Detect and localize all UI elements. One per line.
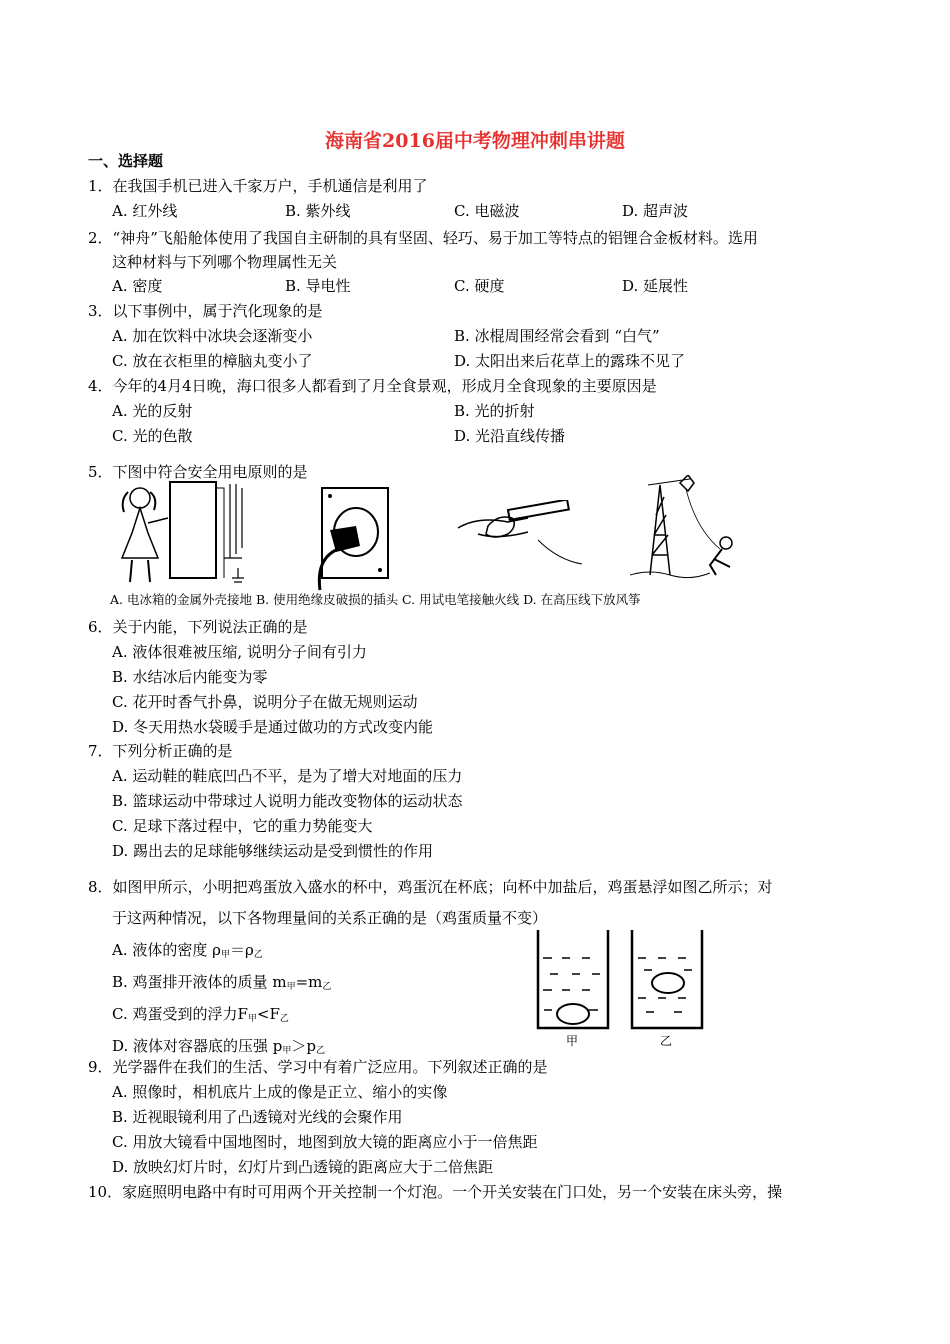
q8-a-sub1: 甲 [220, 950, 230, 960]
question-8-stem-line2: 于这两种情况，以下各物理量间的关系正确的是（鸡蛋质量不变） [112, 909, 548, 927]
page-title: 海南省2016届中考物理冲刺串讲题 [325, 130, 625, 152]
q8-option-a [112, 940, 263, 965]
q2-option-a: A. 密度 [112, 277, 163, 295]
damaged-plug-illustration [300, 482, 400, 592]
q8-c-sub1: 甲 [247, 1014, 257, 1024]
q1-option-b: B. 紫外线 [285, 202, 351, 220]
egg-beakers-figure [528, 928, 718, 1048]
q6-option-c: C. 花开时香气扑鼻，说明分子在做无规则运动 [112, 693, 418, 711]
question-9-stem: 9．光学器件在我们的生活、学习中有着广泛应用。下列叙述正确的是 [88, 1058, 548, 1076]
question-6-stem: 6．关于内能，下列说法正确的是 [88, 618, 308, 636]
q8-d-sub2: 乙 [316, 1046, 326, 1056]
q1-option-a: A. 红外线 [112, 202, 178, 220]
q7-option-c: C. 足球下落过程中，它的重力势能变大 [112, 817, 373, 835]
question-1-stem: 1．在我国手机已进入千家万户，手机通信是利用了 [88, 177, 428, 195]
q8-option-c [112, 1004, 289, 1029]
q3-option-c: C. 放在衣柜里的樟脑丸变小了 [112, 352, 313, 370]
kite-near-powerline-illustration [630, 475, 750, 585]
q7-option-b: B. 篮球运动中带球过人说明力能改变物体的运动状态 [112, 792, 463, 810]
q6-option-b: B. 水结冰后内能变为零 [112, 668, 268, 686]
q6-option-a: A. 液体很难被压缩, 说明分子间有引力 [112, 643, 367, 661]
beaker-label-yi: 乙 [660, 1034, 673, 1048]
q9-option-d: D. 放映幻灯片时，幻灯片到凸透镜的距离应大于二倍焦距 [112, 1158, 494, 1176]
q4-option-c: C. 光的色散 [112, 427, 193, 445]
q3-option-a: A. 加在饮料中冰块会逐渐变小 [112, 327, 313, 345]
q8-c-mid: <F [256, 1005, 280, 1023]
question-10-stem: 10．家庭照明电路中有时可用两个开关控制一个灯泡。一个开关安装在门口处，另一个安装在床头旁，操 [88, 1183, 783, 1201]
q8-c-sub2: 乙 [279, 1014, 289, 1024]
q8-d-mid: ＞p [291, 1037, 317, 1055]
q2-option-b: B. 导电性 [285, 277, 351, 295]
q7-option-a: A. 运动鞋的鞋底凹凸不平，是为了增大对地面的压力 [112, 767, 463, 785]
beaker-label-jia: 甲 [566, 1034, 579, 1048]
q8-b-sub1: 甲 [286, 982, 296, 992]
q2-option-c: C. 硬度 [454, 277, 505, 295]
test-pen-illustration [448, 500, 588, 570]
q6-option-d: D. 冬天用热水袋暖手是通过做功的方式改变内能 [112, 718, 434, 736]
q4-option-a: A. 光的反射 [112, 402, 193, 420]
q7-option-d: D. 踢出去的足球能够继续运动是受到惯性的作用 [112, 842, 434, 860]
question-7-stem: 7．下列分析正确的是 [88, 742, 233, 760]
q8-d-sub1: 甲 [282, 1046, 292, 1056]
q4-option-b: B. 光的折射 [454, 402, 535, 420]
q9-option-c: C. 用放大镜看中国地图时，地图到放大镜的距离应小于一倍焦距 [112, 1133, 538, 1151]
q3-option-b: B. 冰棍周围经常会看到 “白气” [454, 327, 660, 345]
q8-a-mid: ＝ρ [229, 941, 254, 959]
fridge-grounded-illustration [112, 478, 262, 588]
q8-a-text: A. 液体的密度 ρ [112, 941, 221, 959]
question-3-stem: 3．以下事例中，属于汽化现象的是 [88, 302, 323, 320]
question-4-stem: 4．今年的4月4日晚，海口很多人都看到了月全食景观，形成月全食现象的主要原因是 [88, 377, 657, 395]
q1-option-c: C. 电磁波 [454, 202, 520, 220]
q2-option-d: D. 延展性 [622, 277, 689, 295]
q8-option-b [112, 972, 331, 997]
q8-c-text: C. 鸡蛋受到的浮力F [112, 1005, 248, 1023]
q8-a-sub2: 乙 [253, 950, 263, 960]
section-heading: 一、选择题 [88, 152, 164, 170]
q8-b-mid: =m [295, 973, 323, 991]
q4-option-d: D. 光沿直线传播 [454, 427, 566, 445]
q3-option-d: D. 太阳出来后花草上的露珠不见了 [454, 352, 686, 370]
question-5-stem: 5．下图中符合安全用电原则的是 [88, 463, 308, 481]
question-8-stem-line1: 8．如图甲所示，小明把鸡蛋放入盛水的杯中，鸡蛋沉在杯底；向杯中加盐后，鸡蛋悬浮如图乙所示；对 [88, 878, 773, 896]
q9-option-a: A. 照像时，相机底片上成的像是正立、缩小的实像 [112, 1083, 448, 1101]
question-2-stem-line2: 这种材料与下列哪个物理属性无关 [112, 253, 338, 271]
q1-option-d: D. 超声波 [622, 202, 689, 220]
question-2-stem-line1: 2．“神舟”飞船舱体使用了我国自主研制的具有坚固、轻巧、易于加工等特点的铝锂合金板材料。选用 [88, 229, 758, 247]
q8-b-sub2: 乙 [322, 982, 332, 992]
question-5-captions: A. 电冰箱的金属外壳接地 B. 使用绝缘皮破损的插头 C. 用试电笔接触火线 D. 在高压线下放风筝 [110, 592, 641, 607]
q8-b-text: B. 鸡蛋排开液体的质量 m [112, 973, 287, 991]
q9-option-b: B. 近视眼镜利用了凸透镜对光线的会聚作用 [112, 1108, 403, 1126]
q8-d-text: D. 液体对容器底的压强 p [112, 1037, 283, 1055]
